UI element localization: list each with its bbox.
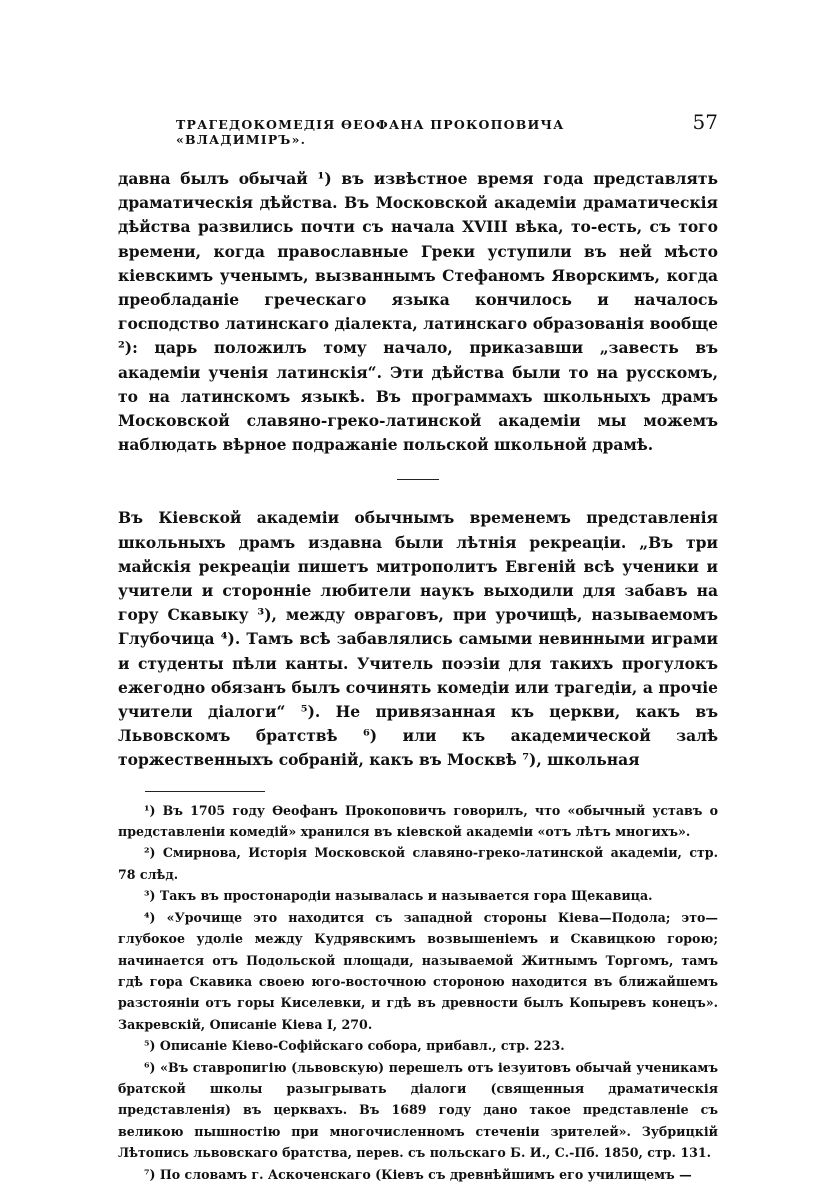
footnote: ²) Смирнова, Исторія Московской славяно-греко-латинской академіи, стр. 78 слѣд. [118, 845, 718, 882]
footnote: ³) Такъ въ простонародіи называлась и называется гора Щекавица. [144, 888, 653, 904]
paragraph-text: давна былъ обычай ¹) въ извѣстное время года представлять драматическія дѣйства. Въ Московской академіи драматическія дѣйства развились почти съ начала XVIII вѣка, то-есть, съ того времени, когда православные Греки уступили въ ней мѣсто кіевскимъ ученымъ, вызваннымъ Стефаномъ Яворскимъ, когда преобладаніе греческаго языка кончилось и началось господство латинскаго діалекта, латинскаго образованія вообще ²): царь положилъ тому начало, приказавши „завесть въ академіи ученія латинскія“. Эти дѣйства были то на русскомъ, то на латинскомъ языкѣ. Въ программахъ школьныхъ драмъ Московской славяно-греко-латинской академіи мы можемъ наблюдать вѣрное подражаніе польской школьной драмѣ. [118, 169, 718, 455]
running-head [118, 110, 718, 147]
footnote: ⁴) «Урочище это находится съ западной стороны Кіева—Подола; это—глубокое удоліе между Кудрявскимъ возвышеніемъ и Скавицкою горою; начинается отъ Подольской площади, называемой Житнымъ Торгомъ, тамъ гдѣ гора Скавика своею юго-восточною стороною находится въ ближайшемъ разстояніи отъ горы Киселевки, и гдѣ въ древности былъ Копыревъ конецъ». Закревскій, Описаніе Кіева I, 270. [118, 909, 718, 1032]
page-number: 57 [692, 110, 718, 134]
footnote: ⁵) Описаніе Кіево-Софійскаго собора, прибавл., стр. 223. [144, 1038, 565, 1054]
footnote: ¹) Въ 1705 году Ѳеофанъ Прокоповичъ говорилъ, что «обычный уставъ о представленіи комедій» хранился въ кіевской академіи «отъ лѣтъ многихъ». [118, 802, 718, 840]
footnote: ⁷) По словамъ г. Аскоченскаго (Кіевъ съ древнѣйшимъ его училищемъ — [144, 1166, 692, 1182]
footnotes [118, 800, 718, 1185]
paragraph-text: Въ Кіевской академіи обычнымъ временемъ представленія школьныхъ драмъ издавна были лѣтнія рекреаціи. „Въ три майскія рекреаціи пишетъ митрополитъ Евгеній всѣ ученики и учители и сторонніе любители наукъ выходили для забавъ на гору Скавыку ³), между овраговъ, при урочищѣ, называемомъ Глубочица ⁴). Тамъ всѣ забавлялись самыми невинными играми и студенты пѣли канты. Учитель поэзіи для такихъ прогулокъ ежегодно обязанъ былъ сочинять комедіи или трагедіи, а прочіе учители діалоги“ ⁵). Не привязанная къ церкви, какъ въ Львовскомъ братствѣ ⁶) или къ академической залѣ торжественныхъ собраній, какъ въ Москвѣ ⁷), школьная [118, 508, 718, 770]
running-title: ТРАГЕДОКОМЕДІЯ ѲЕОФАНА ПРОКОПОВИЧА «ВЛАДИМІРЪ». [176, 117, 565, 147]
section-divider [397, 479, 439, 480]
body-paragraph [118, 506, 718, 772]
footnote-rule [145, 791, 265, 792]
footnote: ⁶) «Въ ставропигію (львовскую) перешелъ отъ іезуитовъ обычай ученикамъ братской школы разыгрывать діалоги (священныя драматическія представленія) въ церквахъ. Въ 1689 году дано такое представленіе съ великою пышностію при многочисленномъ стеченіи зрителей». Зубрицкій Лѣтопись львовскаго братства, перев. съ польскаго Б. И., С.-Пб. 1850, стр. 131. [118, 1059, 718, 1161]
book-page [118, 110, 718, 1185]
body-paragraph [118, 167, 718, 457]
